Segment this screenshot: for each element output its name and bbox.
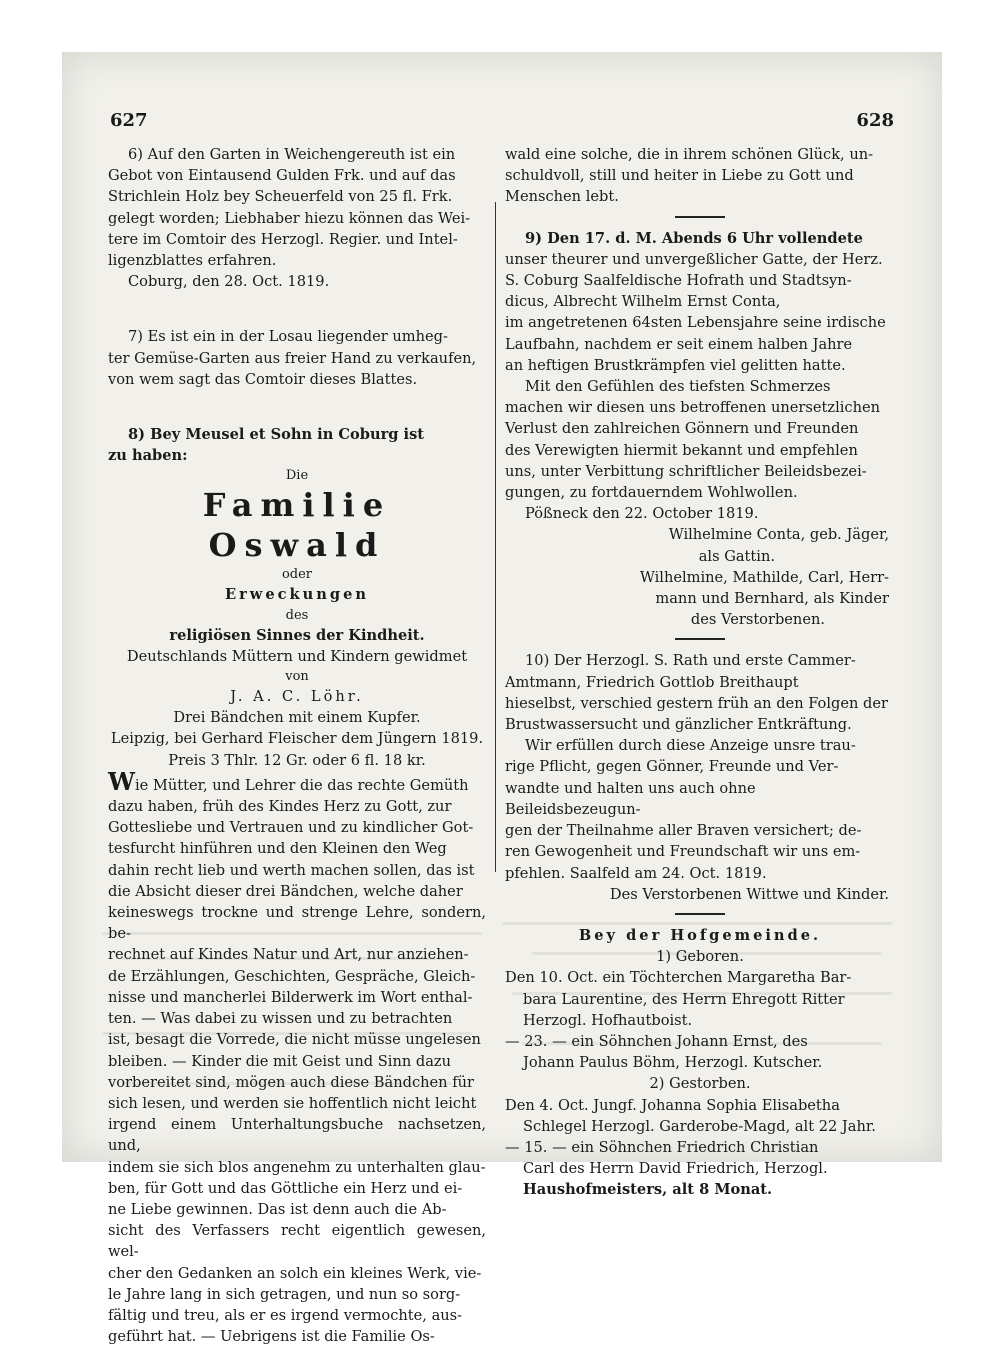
book-body-first-line: Wie Mütter, und Lehrer die das rechte Gemüth bbox=[108, 766, 469, 796]
body-line: fältig und treu, als er es irgend vermochte, aus- bbox=[108, 1306, 463, 1324]
died-entry: Haushofmeisters, alt 8 Monat. bbox=[523, 1181, 773, 1199]
born-entry: Johann Paulus Böhm, Herzogl. Kutscher. bbox=[523, 1054, 823, 1072]
notice-6-line: gelegt worden; Liebhaber hiezu können das Wei- bbox=[108, 209, 471, 227]
notice-10-line: hieselbst, verschied gestern früh an den Folgen der bbox=[505, 694, 888, 712]
notice-8-continuation bbox=[505, 144, 895, 208]
notice-9-signature: als Gattin. bbox=[698, 547, 775, 565]
body-line: sicht des Verfassers recht eigentlich gewesen, wel- bbox=[108, 1222, 486, 1261]
separator-rule bbox=[675, 216, 725, 218]
notice-10-line: 10) Der Herzogl. S. Rath und erste Cammer- bbox=[525, 652, 856, 670]
notice-7-line: von wem sagt das Comtoir dieses Blattes. bbox=[108, 370, 418, 388]
right-column bbox=[505, 144, 895, 1201]
body-line: keineswegs trockne und strenge Lehre, sondern, be- bbox=[108, 904, 486, 943]
body-line: die Absicht dieser drei Bändchen, welche daher bbox=[108, 882, 463, 900]
book-volumes: Drei Bändchen mit einem Kupfer. bbox=[173, 709, 421, 727]
notice-9-line: Mit den Gefühlen des tiefsten Schmerzes bbox=[525, 378, 831, 396]
body-line: sich lesen, und werden sie hoffentlich nicht leicht bbox=[108, 1094, 477, 1112]
notice-10-line: wandte und halten uns auch ohne Beileidsbezeugun- bbox=[505, 779, 756, 818]
cont-line: wald eine solche, die in ihrem schönen Glück, un- bbox=[505, 146, 874, 163]
notice-9-signature: Wilhelmine Conta, geb. Jäger, bbox=[668, 526, 889, 544]
born-heading: 1) Geboren. bbox=[656, 948, 744, 966]
notice-10-signature: Des Verstorbenen Wittwe und Kinder. bbox=[609, 885, 889, 903]
book-dedication: Deutschlands Müttern und Kindern gewidmet bbox=[126, 647, 468, 665]
notice-9-line: an heftigen Brustkrämpfen viel gelitten hatte. bbox=[505, 356, 846, 374]
body-line: tesfurcht hinführen und den Kleinen den Weg bbox=[108, 840, 447, 858]
notice-9-line: des Verewigten hiermit bekannt und empfehlen bbox=[505, 441, 858, 459]
page-number-right: 628 bbox=[856, 110, 894, 131]
newspaper-page bbox=[62, 52, 942, 1346]
book-title: Familie Oswald bbox=[202, 486, 392, 565]
notice-9-line: unser theurer und unvergeßlicher Gatte, der Herz. bbox=[505, 250, 883, 268]
separator-rule bbox=[675, 913, 725, 915]
book-oder: oder bbox=[281, 567, 313, 583]
body-line: dazu haben, früh des Kindes Herz zu Gott, zur bbox=[108, 798, 452, 816]
book-price: Preis 3 Thlr. 12 Gr. oder 6 fl. 18 kr. bbox=[168, 751, 426, 769]
died-entry: Den 4. Oct. Jungf. Johanna Sophia Elisabetha bbox=[505, 1096, 840, 1114]
book-die: Die bbox=[285, 468, 309, 484]
parish-heading: Bey der Hofgemeinde. bbox=[578, 926, 822, 944]
notice-9-place: Pößneck den 22. October 1819. bbox=[525, 505, 759, 523]
body-line: ne Liebe gewinnen. Das ist denn auch die Ab- bbox=[108, 1200, 447, 1218]
notice-9 bbox=[505, 228, 895, 631]
notice-9-line: Laufbahn, nachdem er seit einem halben Jahre bbox=[505, 335, 853, 353]
body-line: dahin recht lieb und werth machen sollen, das ist bbox=[108, 861, 475, 879]
body-line: ten. — Was dabei zu wissen und zu betrachten bbox=[108, 1010, 453, 1028]
body-line: irgend einem Unterhaltungsbuche nachsetzen, und, bbox=[108, 1116, 486, 1155]
body-line: ist, besagt die Vorrede, die nicht müsse ungelesen bbox=[108, 1031, 481, 1049]
notice-10-line: gen der Theilnahme aller Braven versichert; de- bbox=[505, 822, 862, 840]
notice-10-line: Brustwassersucht und gänzlicher Entkräftung. bbox=[505, 716, 852, 734]
body-line: vorbereitet sind, mögen auch diese Bändchen für bbox=[108, 1073, 474, 1091]
notice-10-line: Amtmann, Friedrich Gottlob Breithaupt bbox=[505, 673, 799, 691]
body-line: rechnet auf Kindes Natur und Art, nur anziehen- bbox=[108, 946, 469, 964]
died-entry: Carl des Herrn David Friedrich, Herzogl. bbox=[523, 1160, 828, 1178]
left-column bbox=[108, 144, 486, 1347]
notice-9-line: im angetretenen 64sten Lebensjahre seine irdische bbox=[505, 314, 886, 332]
parish-register bbox=[505, 925, 895, 1201]
body-line: bleiben. — Kinder die mit Geist und Sinn dazu bbox=[108, 1052, 452, 1070]
notice-7-line: ter Gemüse-Garten aus freier Hand zu verkaufen, bbox=[108, 349, 477, 367]
body-line: de Erzählungen, Geschichten, Gespräche, Gleich- bbox=[108, 967, 476, 985]
column-divider bbox=[495, 202, 496, 872]
book-subtitle-2: religiösen Sinnes der Kindheit. bbox=[169, 626, 425, 644]
body-line: geführt hat. — Uebrigens ist die Familie Os- bbox=[108, 1328, 435, 1346]
notice-9-line: dicus, Albrecht Wilhelm Ernst Conta, bbox=[505, 293, 781, 311]
notice-9-line: machen wir diesen uns betroffenen unersetzlichen bbox=[505, 399, 881, 417]
notice-6 bbox=[108, 144, 486, 292]
notice-9-line: Verlust den zahlreichen Gönnern und Freunden bbox=[505, 420, 859, 438]
cont-line: schuldvoll, still und heiter in Liebe zu Gott und bbox=[505, 167, 854, 185]
notice-6-line: Gebot von Eintausend Gulden Frk. und auf das bbox=[108, 167, 456, 185]
born-entry: Herzogl. Hofhautboist. bbox=[523, 1011, 693, 1029]
notice-6-line: ligenzblattes erfahren. bbox=[108, 252, 277, 270]
notice-10-line: pfehlen. Saalfeld am 24. Oct. 1819. bbox=[505, 864, 767, 882]
notice-9-line: gungen, zu fortdauerndem Wohlwollen. bbox=[505, 484, 798, 502]
born-entry: — 23. — ein Söhnchen Johann Ernst, des bbox=[505, 1032, 808, 1050]
notice-10-line: ren Gewogenheit und Freundschaft wir uns em- bbox=[505, 843, 861, 861]
body-line: cher den Gedanken an solch ein kleines Werk, vie- bbox=[108, 1264, 482, 1282]
notice-8-intro: zu haben: bbox=[108, 447, 188, 465]
book-author: J. A. C. Löhr. bbox=[230, 688, 364, 706]
notice-9-signature: mann und Bernhard, als Kinder bbox=[655, 590, 889, 608]
notice-9-line: 9) Den 17. d. M. Abends 6 Uhr vollendete bbox=[525, 229, 863, 247]
notice-10 bbox=[505, 650, 895, 904]
book-body bbox=[108, 796, 486, 1347]
body-line: indem sie sich blos angenehm zu unterhalten glau- bbox=[108, 1158, 486, 1176]
book-von: von bbox=[285, 669, 309, 685]
notice-6-date: Coburg, den 28. Oct. 1819. bbox=[128, 273, 330, 291]
book-subtitle-1: Erweckungen bbox=[225, 586, 369, 604]
born-entry: bara Laurentine, des Herrn Ehregott Ritter bbox=[523, 990, 845, 1008]
notice-6-line: tere im Comtoir des Herzogl. Regier. und Intel- bbox=[108, 230, 458, 248]
notice-10-line: Wir erfüllen durch diese Anzeige unsre trau- bbox=[525, 737, 856, 755]
body-line: le Jahre lang in sich getragen, und nun so sorg- bbox=[108, 1285, 461, 1303]
notice-6-line: 6) Auf den Garten in Weichengereuth ist ein bbox=[128, 146, 456, 163]
page-number-left: 627 bbox=[110, 110, 148, 131]
cont-line: Menschen lebt. bbox=[505, 188, 619, 206]
died-heading: 2) Gestorben. bbox=[649, 1075, 751, 1093]
notice-7 bbox=[108, 326, 486, 390]
notice-8 bbox=[108, 424, 486, 1347]
notice-9-line: S. Coburg Saalfeldische Hofrath und Stadtsyn- bbox=[505, 272, 852, 290]
notice-9-signature: Wilhelmine, Mathilde, Carl, Herr- bbox=[639, 568, 889, 586]
body-line: ben, für Gott und das Göttliche ein Herz und ei- bbox=[108, 1179, 463, 1197]
notice-9-signature: des Verstorbenen. bbox=[690, 611, 825, 629]
drop-cap: W bbox=[108, 766, 135, 796]
body-line: Gottesliebe und Vertrauen und zu kindlicher Got- bbox=[108, 819, 474, 837]
book-publisher: Leipzig, bei Gerhard Fleischer dem Jüngern 1819. bbox=[110, 730, 484, 748]
notice-10-line: rige Pflicht, gegen Gönner, Freunde und Ver- bbox=[505, 758, 839, 776]
book-des: des bbox=[285, 607, 309, 623]
died-entry: Schlegel Herzogl. Garderobe-Magd, alt 22 Jahr. bbox=[523, 1117, 876, 1135]
notice-7-line: 7) Es ist ein in der Losau liegender umheg- bbox=[128, 328, 448, 346]
notice-6-line: Strichlein Holz bey Scheuerfeld von 25 fl. Frk. bbox=[108, 188, 453, 206]
notice-8-intro: 8) Bey Meusel et Sohn in Coburg ist bbox=[128, 426, 425, 444]
notice-9-line: uns, unter Verbittung schriftlicher Beileidsbezei- bbox=[505, 462, 867, 480]
born-entry: Den 10. Oct. ein Töchterchen Margaretha Bar- bbox=[505, 969, 852, 987]
body-line: nisse und mancherlei Bilderwerk im Wort enthal- bbox=[108, 988, 473, 1006]
separator-rule bbox=[675, 638, 725, 640]
died-entry: — 15. — ein Söhnchen Friedrich Christian bbox=[505, 1138, 819, 1156]
